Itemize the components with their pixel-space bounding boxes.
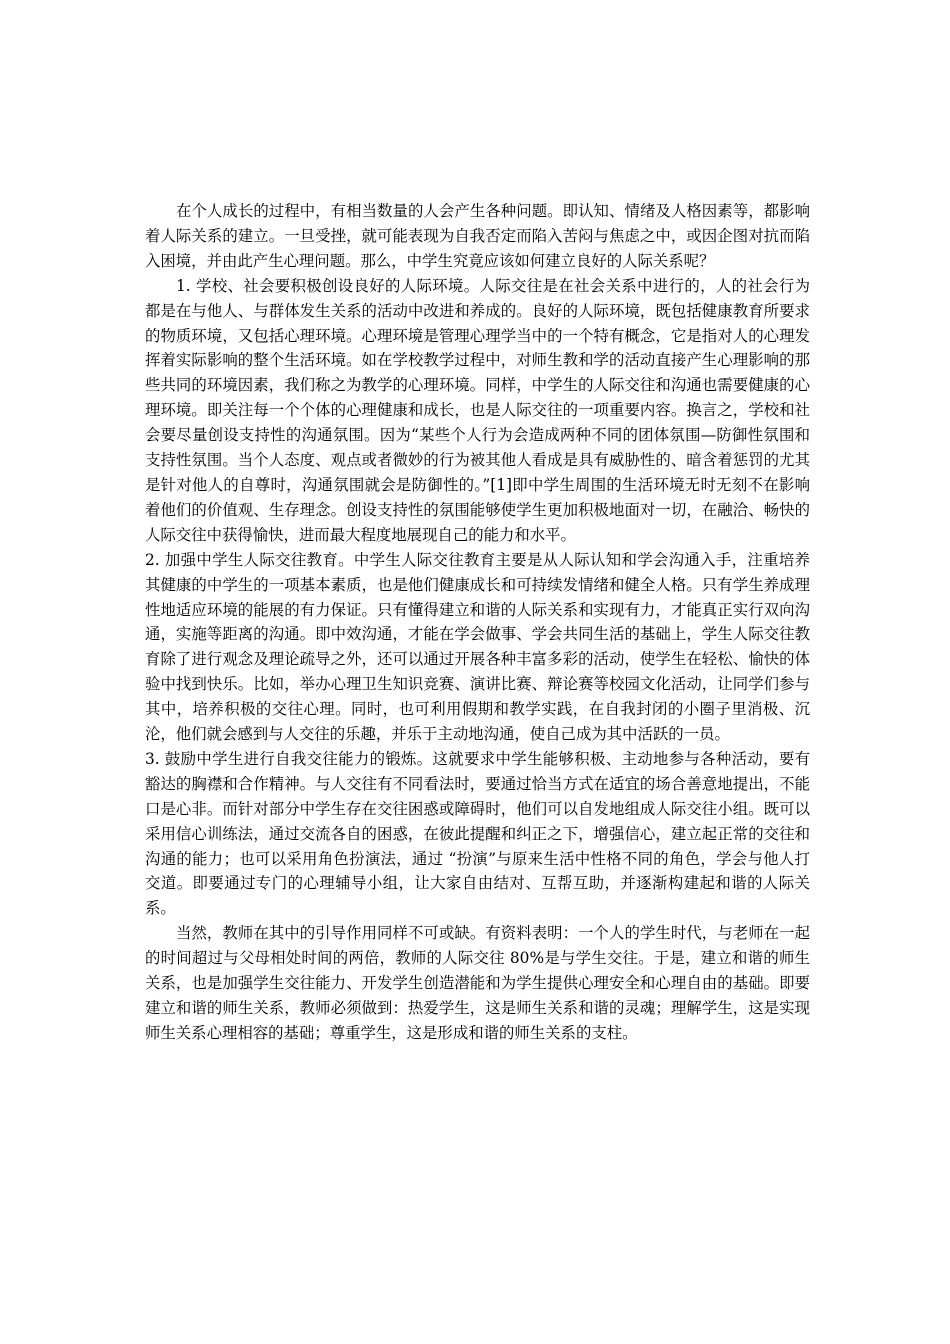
point-2-paragraph: 2. 加强中学生人际交往教育。中学生人际交往教育主要是从人际认知和学会沟通入手，注重培养其健康的中学生的一项基本素质，也是他们健康成长和可持续发情绪和健全人格。只有学生养成理性地适应环境的能展的有力保证。只有懂得建立和谐的人际关系和实现有力，才能真正实行双向沟通，实施等距离的沟通。即中效沟通，才能在学会做事、学会共同生活的基础上，学生人际交往教育除了进行观念及理论疏导之外，还可以通过开展各种丰富多彩的活动，使学生在轻松、愉快的体验中找到快乐。比如，举办心理卫生知识竞赛、演讲比赛、辩论赛等校园文化活动，让同学们参与其中，培养积极的交往心理。同时，也可利用假期和教学实践，在自我封闭的小圈子里消极、沉沦，他们就会感到与人交往的乐趣，并乐于主动地沟通，使自己成为其中活跃的一员。	[145, 550, 810, 744]
conclusion-paragraph: 当然，教师在其中的引导作用同样不可或缺。有资料表明：一个人的学生时代，与老师在一起的时间超过与父母相处时间的两倍，教师的人际交往 80%是与学生交往。于是，建立和谐的师生关系，也是加强学生交往能力、开发学生创造潜能和为学生提供心理安全和心理自由的基础。即要建立和谐的师生关系，教师必须做到：热爱学生，这是师生关系和谐的灵魂；理解学生，这是实现师生关系心理相容的基础；尊重学生，这是形成和谐的师生关系的支柱。	[145, 924, 810, 1042]
document-body	[145, 199, 810, 1046]
point-1-paragraph: 1. 学校、社会要积极创设良好的人际环境。人际交往是在社会关系中进行的，人的社会行为都是在与他人、与群体发生关系的活动中改进和养成的。良好的人际环境，既包括健康教育所要求的物质环境，又包括心理环境。心理环境是管理心理学当中的一个特有概念，它是指对人的心理发挥着实际影响的整个生活环境。如在学校教学过程中，对师生教和学的活动直接产生心理影响的那些共同的环境因素，我们称之为教学的心理环境。同样，中学生的人际交往和沟通也需要健康的心理环境。即关注每一个个体的心理健康和成长，也是人际交往的一项重要内容。换言之，学校和社会要尽量创设支持性的沟通氛围。因为“某些个人行为会造成两种不同的团体氛围—防御性氛围和支持性氛围。当个人态度、观点或者微妙的行为被其他人看成是具有威胁性的、暗含着惩罚的尤其是针对他人的自尊时，沟通氛围就会是防御性的。”[1]即中学生周围的生活环境无时无刻不在影响着他们的价值观、生存理念。创设支持性的氛围能够使学生更加积极地面对一切，在融洽、畅快的人际交往中获得愉快，进而最大程度地展现自己的能力和水平。	[145, 276, 810, 544]
point-3-paragraph: 3. 鼓励中学生进行自我交往能力的锻炼。这就要求中学生能够积极、主动地参与各种活动，要有豁达的胸襟和合作精神。与人交往有不同看法时，要通过恰当方式在适宜的场合善意地提出，不能口是心非。而针对部分中学生存在交往困惑或障碍时，他们可以自发地组成人际交往小组。既可以采用信心训练法，通过交流各自的困惑，在彼此提醒和纠正之下，增强信心，建立起正常的交往和沟通的能力；也可以采用角色扮演法，通过 “扮演”与原来生活中性格不同的角色，学会与他人打交道。即要通过专门的心理辅导小组，让大家自由结对、互帮互助，并逐渐构建起和谐的人际关系。	[145, 749, 810, 918]
intro-paragraph: 在个人成长的过程中，有相当数量的人会产生各种问题。即认知、情绪及人格因素等，都影响着人际关系的建立。一旦受挫，就可能表现为自我否定而陷入苦闷与焦虑之中，或因企图对抗而陷入困境，并由此产生心理问题。那么，中学生究竟应该如何建立良好的人际关系呢？	[145, 202, 810, 270]
